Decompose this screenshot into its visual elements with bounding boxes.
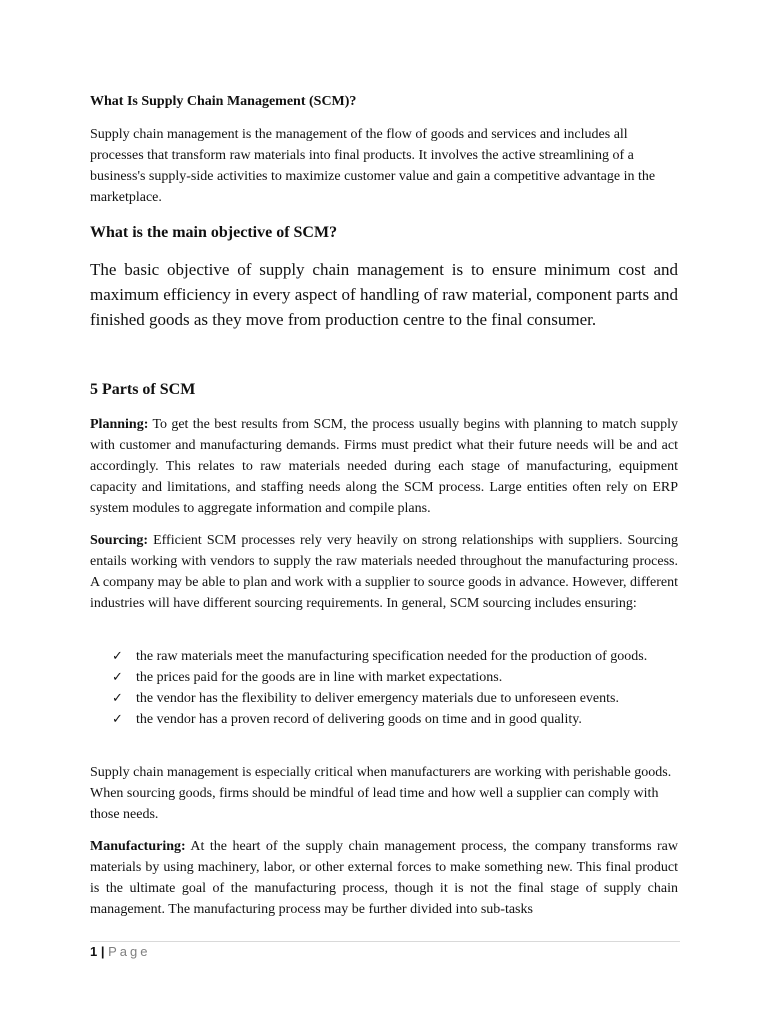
heading-what-is-scm: What Is Supply Chain Management (SCM)? <box>90 94 357 109</box>
checklist-item <box>112 668 678 688</box>
checklist-item-text: the vendor has a proven record of delivering goods on time and in good quality. <box>136 712 582 727</box>
checkmark-icon: ✓ <box>112 712 123 727</box>
checkmark-icon: ✓ <box>112 691 123 706</box>
heading-main-objective: What is the main objective of SCM? <box>90 224 338 241</box>
critical-paragraph: Supply chain management is especially critical when manufacturers are working with perishable goods. When sourcing goods, firms should be mindful of lead time and how well a supplier can comply with those needs. <box>90 765 672 822</box>
footer-separator: | <box>100 944 105 959</box>
planning-text: To get the best results from SCM, the process usually begins with planning to match supply with customer and manufacturing demands. Firms must predict what their future needs will be and act accordingly. This relates to raw materials needed during each stage of manufacturing, equipment capacity and limitations, and staffing needs along the SCM process. Large entities often rely on ERP system modules to aggregate information and compile plans. <box>90 417 678 516</box>
checklist-item-text: the vendor has the flexibility to deliver emergency materials due to unforeseen events. <box>136 691 619 706</box>
sourcing-checklist <box>112 647 678 731</box>
sourcing-label: Sourcing: <box>90 533 149 548</box>
heading-5-parts: 5 Parts of SCM <box>90 381 196 398</box>
checkmark-icon: ✓ <box>112 649 123 664</box>
checklist-item-text: the prices paid for the goods are in line with market expectations. <box>136 670 503 685</box>
sourcing-text: Efficient SCM processes rely very heavily on strong relationships with suppliers. Sourcing entails working with vendors to supply the raw materials needed throughout the manufacturing process. A company may be able to plan and work with a supplier to source goods in advance. However, different industries will have different sourcing requirements. In general, SCM sourcing includes ensuring: <box>90 533 678 611</box>
sourcing-paragraph <box>90 530 678 614</box>
page-footer <box>90 944 151 960</box>
manufacturing-paragraph <box>90 836 678 920</box>
checklist-item <box>112 647 678 667</box>
manufacturing-label: Manufacturing: <box>90 839 186 854</box>
planning-paragraph <box>90 414 678 519</box>
document-page <box>90 0 678 1024</box>
objective-paragraph: The basic objective of supply chain management is to ensure minimum cost and maximum efficiency in every aspect of handling of raw material, component parts and finished goods as they move from production centre to the final consumer. <box>90 260 678 329</box>
checklist-item-text: the raw materials meet the manufacturing specification needed for the production of goods. <box>136 649 648 664</box>
footer-divider <box>90 941 680 942</box>
checklist-item <box>112 689 678 709</box>
checklist-item <box>112 710 678 730</box>
page-number: 1 <box>90 944 98 959</box>
intro-paragraph: Supply chain management is the management of the flow of goods and services and includes all processes that transform raw materials into final products. It involves the active streamlining of a business's supply-side activities to maximize customer value and gain a competitive advantage in the marketplace. <box>90 127 656 205</box>
page-label: Page <box>108 944 151 959</box>
manufacturing-text: At the heart of the supply chain management process, the company transforms raw materials by using machinery, labor, or other external forces to make something new. This final product is the ultimate goal of the manufacturing process, though it is not the final stage of supply chain management. The manufacturing process may be further divided into sub-tasks <box>90 839 678 917</box>
planning-label: Planning: <box>90 417 149 432</box>
checkmark-icon: ✓ <box>112 670 123 685</box>
